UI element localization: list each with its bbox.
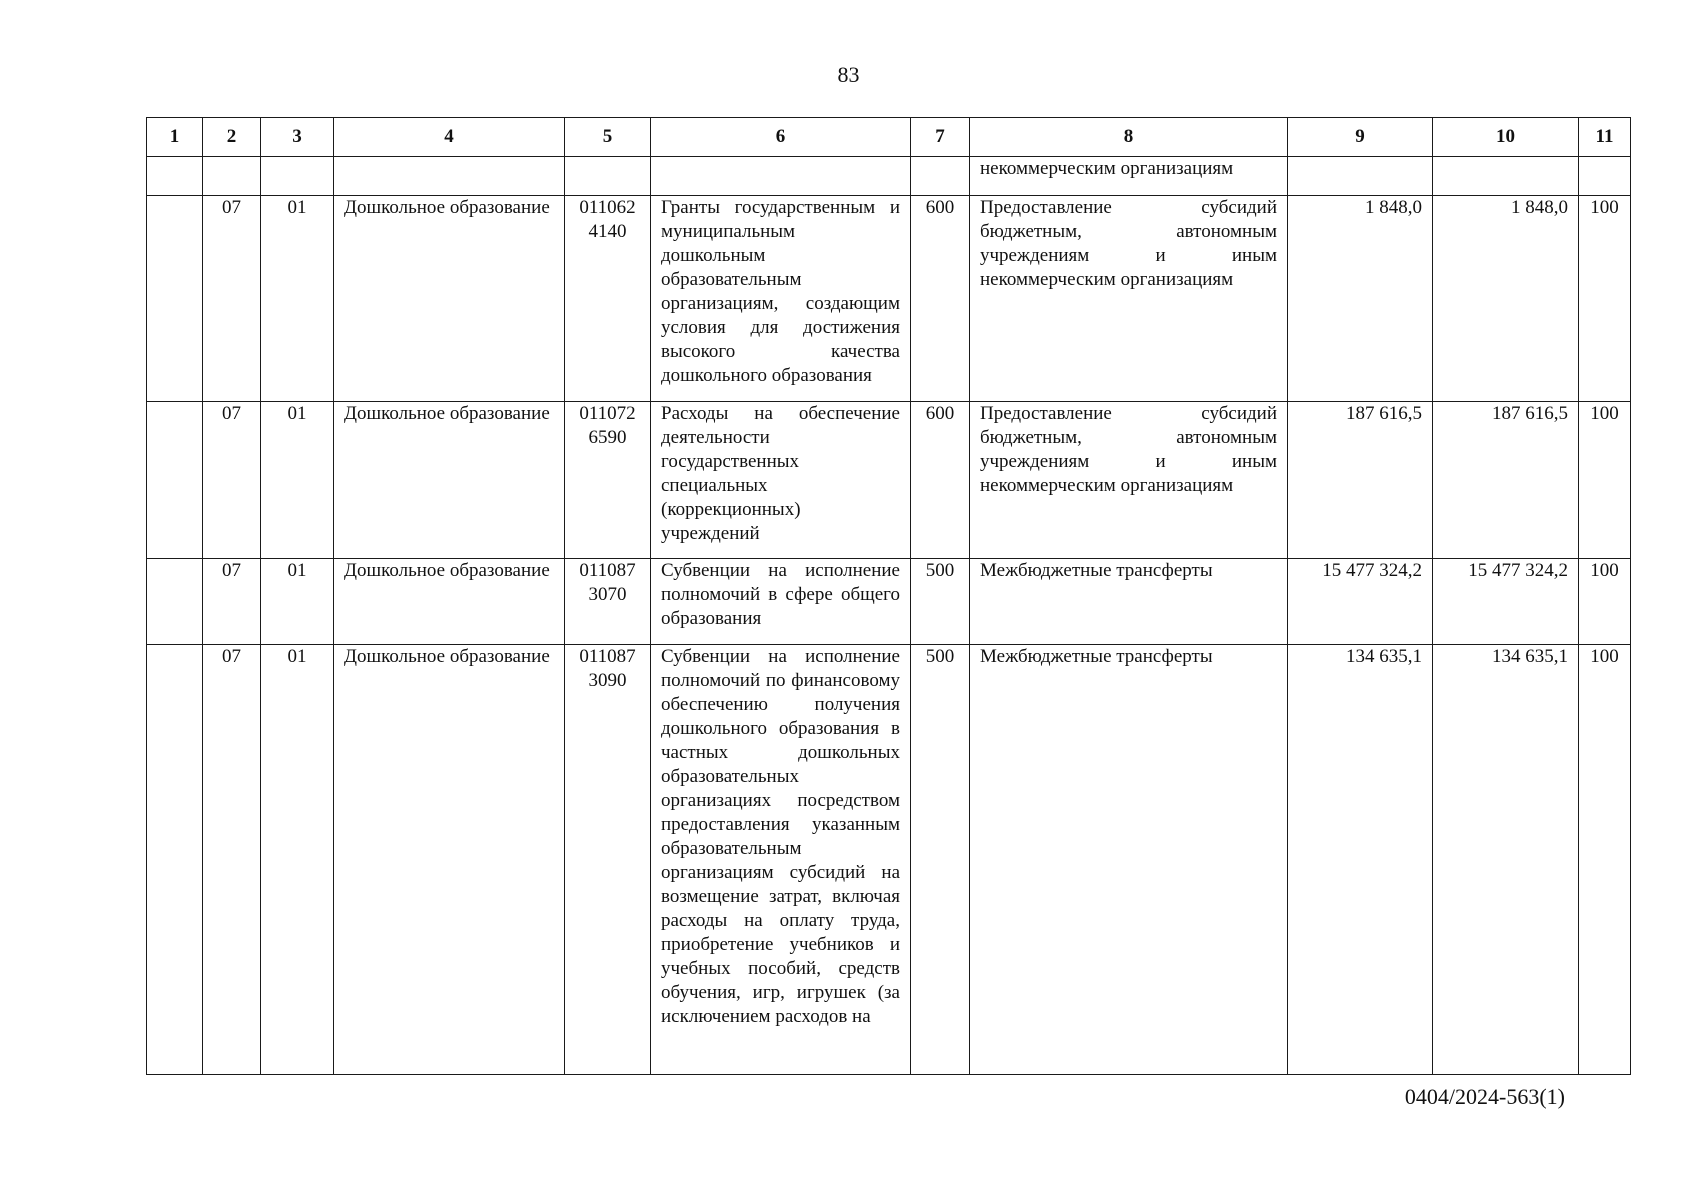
col-header-7: 7 [911, 118, 970, 157]
section-code: 07 [203, 402, 261, 559]
table-row [147, 402, 1631, 559]
execution-percent: 100 [1579, 645, 1631, 1075]
expense-description: Субвенции на исполнение полномочий в сфере общего образования [651, 559, 911, 645]
actual-amount: 15 477 324,2 [1433, 559, 1579, 645]
section-name: Дошкольное образование [334, 645, 565, 1075]
document-number: 0404/2024-563(1) [1404, 1084, 1565, 1109]
section-code: 07 [203, 645, 261, 1075]
section-code: 07 [203, 559, 261, 645]
actual-amount: 134 635,1 [1433, 645, 1579, 1075]
section-code: 07 [203, 196, 261, 402]
table-row [147, 196, 1631, 402]
planned-amount: 134 635,1 [1288, 645, 1433, 1075]
recipient-type: Межбюджетные трансферты [970, 645, 1288, 1075]
subsection-code: 01 [261, 559, 334, 645]
col-header-6: 6 [651, 118, 911, 157]
target-article-code: 011062 4140 [565, 196, 651, 402]
col-header-2: 2 [203, 118, 261, 157]
section-name: Дошкольное образование [334, 196, 565, 402]
col-header-10: 10 [1433, 118, 1579, 157]
col-header-11: 11 [1579, 118, 1631, 157]
col-header-3: 3 [261, 118, 334, 157]
col-header-5: 5 [565, 118, 651, 157]
continuation-row [147, 157, 1631, 196]
table-row [147, 559, 1631, 645]
expense-type-code: 500 [911, 645, 970, 1075]
budget-table [146, 117, 1631, 1075]
subsection-code: 01 [261, 645, 334, 1075]
actual-amount: 1 848,0 [1433, 196, 1579, 402]
target-article-code: 011087 3070 [565, 559, 651, 645]
planned-amount: 1 848,0 [1288, 196, 1433, 402]
page-number: 83 [837, 62, 860, 87]
expense-description: Субвенции на исполнение полномочий по финансовому обеспечению получения дошкольного образования в частных дошкольных образовательных организациях посредством предоставления указанным образовательным организациям субсидий на возмещение затрат, включая расходы на оплату труда, приобретение учебников и учебных пособий, средств обучения, игр, игрушек (за исключением расходов на [651, 645, 911, 1075]
recipient-type: Межбюджетные трансферты [970, 559, 1288, 645]
execution-percent: 100 [1579, 402, 1631, 559]
execution-percent: 100 [1579, 559, 1631, 645]
expense-type-code: 500 [911, 559, 970, 645]
target-article-code: 011072 6590 [565, 402, 651, 559]
target-article-code: 011087 3090 [565, 645, 651, 1075]
table-row [147, 645, 1631, 1075]
recipient-type: Предоставление субсидий бюджетным, автономным учреждениям и иным некоммерческим организациям [970, 402, 1288, 559]
execution-percent: 100 [1579, 196, 1631, 402]
section-name: Дошкольное образование [334, 559, 565, 645]
col-header-4: 4 [334, 118, 565, 157]
actual-amount: 187 616,5 [1433, 402, 1579, 559]
expense-description: Расходы на обеспечение деятельности государственных специальных (коррекционных) учреждений [651, 402, 911, 559]
col-header-8: 8 [970, 118, 1288, 157]
expense-type-code: 600 [911, 196, 970, 402]
col-header-1: 1 [147, 118, 203, 157]
subsection-code: 01 [261, 196, 334, 402]
recipient-type: Предоставление субсидий бюджетным, автономным учреждениям и иным некоммерческим организациям [970, 196, 1288, 402]
header-row [147, 118, 1631, 157]
expense-description: Гранты государственным и муниципальным дошкольным образовательным организациям, создающим условия для достижения высокого качества дошкольного образования [651, 196, 911, 402]
continuation-recipient: некоммерческим организациям [970, 157, 1288, 196]
subsection-code: 01 [261, 402, 334, 559]
planned-amount: 187 616,5 [1288, 402, 1433, 559]
planned-amount: 15 477 324,2 [1288, 559, 1433, 645]
expense-type-code: 600 [911, 402, 970, 559]
section-name: Дошкольное образование [334, 402, 565, 559]
col-header-9: 9 [1288, 118, 1433, 157]
